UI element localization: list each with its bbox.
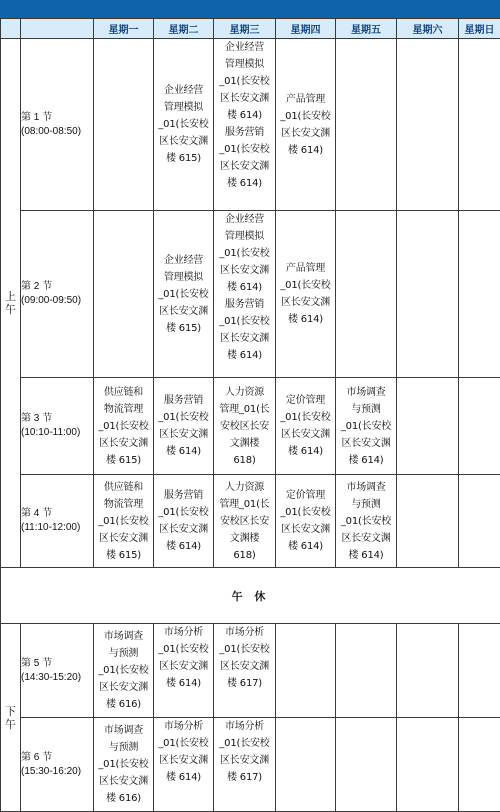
course-cell <box>397 211 459 378</box>
course-cell <box>276 624 336 718</box>
period-label: 第 1 节 <box>21 111 93 125</box>
course-cell <box>336 718 397 812</box>
course-cell <box>397 624 459 718</box>
timetable <box>0 18 500 812</box>
course-cell <box>397 378 459 475</box>
course-cell: 企业经营 管理模拟 _01(长安校 区长安文渊 楼 614) 服务营销 _01(长安校 区长安文渊 楼 614) <box>214 39 276 211</box>
course-cell: 服务营销 _01(长安校 区长安文渊 楼 614) <box>154 378 214 475</box>
course-cell <box>397 718 459 812</box>
period-time: (08:00-08:50) <box>21 125 93 139</box>
period-time: (15:30-16:20) <box>21 765 93 779</box>
header-corner-half <box>1 19 21 39</box>
course-cell <box>459 475 500 568</box>
course-cell <box>459 39 500 211</box>
period-time: (09:00-09:50) <box>21 294 93 308</box>
period-label: 第 6 节 <box>21 751 93 765</box>
course-cell: 定价管理 _01(长安校 区长安文渊 楼 614) <box>276 378 336 475</box>
course-cell: 人力资源 管理_01(长 安校区长安 文渊楼 618) <box>214 475 276 568</box>
period-cell-2 <box>21 211 94 378</box>
course-cell: 市场调查 与预测 _01(长安校 区长安文渊 楼 614) <box>336 378 397 475</box>
period-label: 第 2 节 <box>21 280 93 294</box>
period-cell-1 <box>21 39 94 211</box>
period-cell-4 <box>21 475 94 568</box>
day-header-mon: 星期一 <box>94 19 154 39</box>
course-cell <box>459 624 500 718</box>
course-cell: 企业经营 管理模拟 _01(长安校 区长安文渊 楼 615) <box>154 39 214 211</box>
course-cell: 服务营销 _01(长安校 区长安文渊 楼 614) <box>154 475 214 568</box>
day-header-sat: 星期六 <box>397 19 459 39</box>
course-cell: 定价管理 _01(长安校 区长安文渊 楼 614) <box>276 475 336 568</box>
day-header-tue: 星期二 <box>154 19 214 39</box>
day-header-wed: 星期三 <box>214 19 276 39</box>
course-cell: 供应链和 物流管理 _01(长安校 区长安文渊 楼 615) <box>94 475 154 568</box>
course-cell: 人力资源 管理_01(长 安校区长安 文渊楼 618) <box>214 378 276 475</box>
top-banner <box>0 0 500 20</box>
header-row <box>1 19 500 39</box>
course-cell: 企业经营 管理模拟 _01(长安校 区长安文渊 楼 615) <box>154 211 214 378</box>
course-cell: 产品管理 _01(长安校 区长安文渊 楼 614) <box>276 39 336 211</box>
course-cell <box>94 39 154 211</box>
period-time: (10:10-11:00) <box>21 426 93 440</box>
lunch-row <box>1 568 500 624</box>
course-cell <box>94 211 154 378</box>
period-cell-5 <box>21 624 94 718</box>
course-cell <box>397 475 459 568</box>
period-row-2 <box>1 211 500 378</box>
course-cell: 市场调查 与预测 _01(长安校 区长安文渊 楼 616) <box>94 624 154 718</box>
course-cell: 供应链和 物流管理 _01(长安校 区长安文渊 楼 615) <box>94 378 154 475</box>
course-cell: 市场分析 _01(长安校 区长安文渊 楼 614) <box>154 624 214 718</box>
course-cell <box>459 718 500 812</box>
course-cell <box>276 718 336 812</box>
course-cell: 市场调查 与预测 _01(长安校 区长安文渊 楼 616) <box>94 718 154 812</box>
course-cell <box>459 211 500 378</box>
course-cell <box>459 378 500 475</box>
period-label: 第 5 节 <box>21 657 93 671</box>
period-row-4 <box>1 475 500 568</box>
course-cell: 市场调查 与预测 _01(长安校 区长安文渊 楼 614) <box>336 475 397 568</box>
day-header-thu: 星期四 <box>276 19 336 39</box>
course-cell: 产品管理 _01(长安校 区长安文渊 楼 614) <box>276 211 336 378</box>
period-time: (11:10-12:00) <box>21 521 93 535</box>
course-cell <box>397 39 459 211</box>
afternoon-label: 下 午 <box>1 624 21 812</box>
period-row-3 <box>1 378 500 475</box>
lunch-break-label: 午 休 <box>1 568 500 624</box>
course-cell <box>336 624 397 718</box>
course-cell: 企业经营 管理模拟 _01(长安校 区长安文渊 楼 614) 服务营销 _01(长安校 区长安文渊 楼 614) <box>214 211 276 378</box>
course-cell: 市场分析 _01(长安校 区长安文渊 楼 617) <box>214 718 276 812</box>
day-header-sun: 星期日 <box>459 19 500 39</box>
header-corner-period <box>21 19 94 39</box>
period-label: 第 3 节 <box>21 412 93 426</box>
period-row-6 <box>1 718 500 812</box>
period-cell-6 <box>21 718 94 812</box>
course-cell: 市场分析 _01(长安校 区长安文渊 楼 617) <box>214 624 276 718</box>
course-cell: 市场分析 _01(长安校 区长安文渊 楼 614) <box>154 718 214 812</box>
period-time: (14:30-15:20) <box>21 671 93 685</box>
course-cell <box>336 211 397 378</box>
period-row-5 <box>1 624 500 718</box>
period-cell-3 <box>21 378 94 475</box>
course-cell <box>336 39 397 211</box>
period-row-1 <box>1 39 500 211</box>
morning-label: 上 午 <box>1 39 21 568</box>
period-label: 第 4 节 <box>21 507 93 521</box>
day-header-fri: 星期五 <box>336 19 397 39</box>
